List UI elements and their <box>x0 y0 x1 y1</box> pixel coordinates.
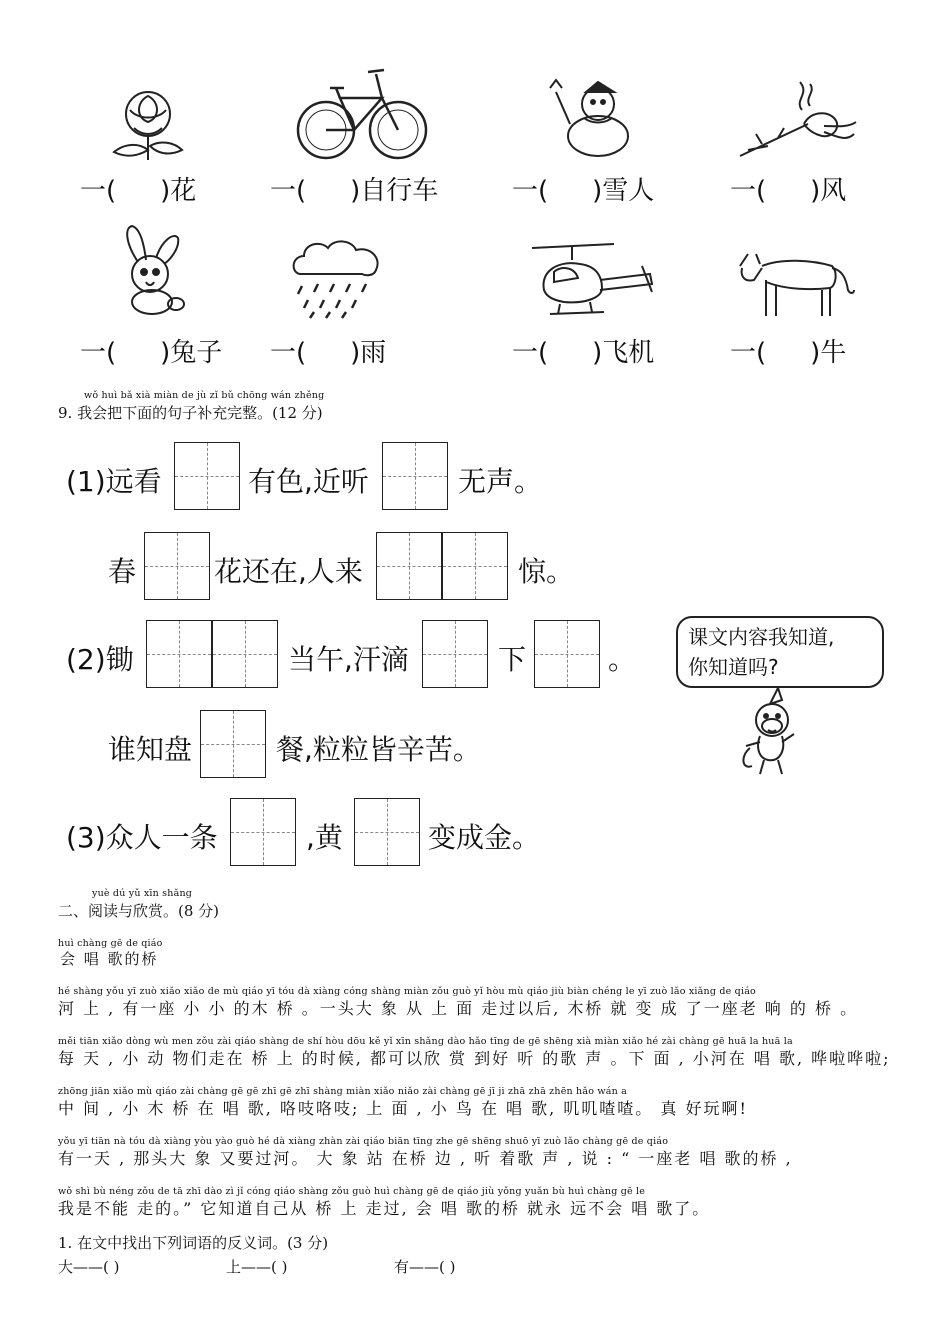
story-title-pinyin: huì chàng gē de qiáo <box>58 938 163 949</box>
item-prefix: 一( <box>512 176 549 206</box>
item-prefix: 一( <box>730 176 767 206</box>
tian-grid-box[interactable] <box>174 442 240 510</box>
measure-item-1 <box>80 170 196 207</box>
q9-line2-b: 花还在,人来 <box>214 555 363 588</box>
para2-text: 每 天 , 小 动 物们走在 桥 上 的时候, 都可以欣 赏 到好 听 的歌 声 。下 面 , 小河在 唱 歌, 哗啦哗啦; <box>58 1049 891 1068</box>
item-prefix: 一( <box>80 176 117 206</box>
item-prefix: 一( <box>730 338 767 368</box>
section2-title: 二、阅读与欣赏。(8 分) <box>58 902 220 920</box>
para5-text: 我是不能 走的。” 它知道自己从 桥 上 走过, 会 唱 歌的桥 就永 远不会 唱 歌了。 <box>58 1199 711 1218</box>
item-suffix: )飞机 <box>592 338 655 368</box>
item-suffix: )雨 <box>350 338 387 368</box>
item-prefix: 一( <box>270 338 307 368</box>
tian-grid-box[interactable] <box>200 710 266 778</box>
rain-cloud-icon <box>290 238 382 320</box>
item-suffix: )自行车 <box>350 176 439 206</box>
tian-grid-box[interactable] <box>534 620 600 688</box>
item-suffix: )雪人 <box>592 176 655 206</box>
q9-line3-b: 当午,汗滴 <box>288 643 409 676</box>
tian-grid-box[interactable] <box>376 532 442 600</box>
tian-grid-box[interactable] <box>442 532 508 600</box>
item-suffix: )牛 <box>810 338 847 368</box>
q9-line1-c: 无声。 <box>458 465 543 498</box>
item-prefix: 一( <box>80 338 117 368</box>
q9-line2-a: 春 <box>108 555 137 588</box>
q9-line5-a: (3)众人一条 <box>66 821 218 854</box>
story-title: 会 唱 歌的桥 <box>60 950 159 968</box>
bubble-line2: 你知道吗? <box>688 655 779 679</box>
item-suffix: )花 <box>160 176 197 206</box>
tian-grid-box[interactable] <box>230 798 296 866</box>
para1-pinyin: hé shàng yǒu yī zuò xiǎo xiǎo de mù qiáo yī tóu dà xiàng cóng shàng miàn zǒu guò yǐ hòu mù qiáo jiù biàn chéng le yī zuò lǎo xiǎng de qiáo <box>58 986 756 997</box>
item-suffix: )风 <box>810 176 847 206</box>
q9-line5-c: 变成金。 <box>428 821 541 854</box>
q9-line1-b: 有色,近听 <box>248 465 369 498</box>
measure-item-3 <box>512 170 654 207</box>
tian-grid-box[interactable] <box>144 532 210 600</box>
measure-item-6 <box>270 332 386 369</box>
bubble-line1: 课文内容我知道, <box>688 625 835 649</box>
flower-icon <box>108 88 186 162</box>
measure-item-7 <box>512 332 654 369</box>
measure-item-5 <box>80 332 222 369</box>
rabbit-icon <box>118 222 188 318</box>
para5-pinyin: wǒ shì bù néng zǒu de tā zhī dào zì jǐ cóng qiáo shàng zǒu guò huì chàng gē de qiáo jiù yǒng yuǎn bù huì chàng gē le <box>58 1186 646 1197</box>
q9-line3-a: (2)锄 <box>66 643 134 676</box>
subq1-title: 1. 在文中找出下列词语的反义词。(3 分) <box>58 1234 329 1252</box>
tian-grid-box[interactable] <box>422 620 488 688</box>
q9-line3-c: 下 <box>498 643 527 676</box>
para4-text: 有一天 , 那头大 象 又要过河。 大 象 站 在桥 边 , 听 着歌 声 , 说 : “ 一座老 唱 歌的桥 , <box>58 1149 793 1168</box>
antonym-item-1[interactable]: 大——( ) <box>58 1258 120 1276</box>
bicycle-icon <box>296 64 428 162</box>
item-prefix: 一( <box>270 176 307 206</box>
q9-line4-b: 餐,粒粒皆辛苦。 <box>276 733 481 766</box>
q9-pinyin: wǒ huì bǎ xià miàn de jù zǐ bǔ chōng wán zhěng <box>84 390 325 401</box>
measure-item-8 <box>730 332 846 369</box>
para3-pinyin: zhōng jiān xiǎo mù qiáo zài chàng gē gē zhī gē zhī shàng miàn xiǎo niǎo zài chàng gē jī ji zhā zhā zhēn hǎo wán a <box>58 1086 627 1097</box>
snowman-icon <box>548 78 638 158</box>
tian-grid-box[interactable] <box>146 620 212 688</box>
item-prefix: 一( <box>512 338 549 368</box>
q9-line3-d: 。 <box>608 643 637 676</box>
wind-icon <box>738 76 858 160</box>
cow-icon <box>736 246 856 322</box>
q9-line5-b: ,黄 <box>306 821 343 854</box>
q9-title: 9. 我会把下面的句子补充完整。(12 分) <box>58 404 323 422</box>
q9-line4-a: 谁知盘 <box>108 733 193 766</box>
tian-grid-box[interactable] <box>354 798 420 866</box>
measure-item-2 <box>270 170 438 207</box>
tian-grid-box[interactable] <box>212 620 278 688</box>
item-suffix: )兔子 <box>160 338 223 368</box>
helicopter-icon <box>530 240 658 322</box>
monkey-icon <box>738 686 802 778</box>
tian-grid-box[interactable] <box>382 442 448 510</box>
q9-line2-c: 惊。 <box>518 555 575 588</box>
measure-item-4 <box>730 170 846 207</box>
para2-pinyin: měi tiān xiǎo dòng wù men zǒu zài qiáo shàng de shí hòu dōu kě yǐ xīn shǎng dào hǎo tīng de gē shēng xià miàn xiǎo hé zài chàng gē huā la huā la <box>58 1036 793 1047</box>
para3-text: 中 间 , 小 木 桥 在 唱 歌, 咯吱咯吱; 上 面 , 小 鸟 在 唱 歌, 叽叽喳喳。 真 好玩啊! <box>58 1099 748 1118</box>
antonym-item-3[interactable]: 有——( ) <box>394 1258 456 1276</box>
q9-line1-a: (1)远看 <box>66 465 162 498</box>
section2-pinyin: yuè dú yǔ xīn shǎng <box>92 888 193 899</box>
speech-bubble <box>676 616 884 688</box>
para4-pinyin: yǒu yī tiān nà tóu dà xiàng yòu yào guò hé dà xiàng zhàn zài qiáo biān tīng zhe gē shēng shuō yī zuò lǎo chàng gē de qiáo <box>58 1136 669 1147</box>
antonym-item-2[interactable]: 上——( ) <box>226 1258 288 1276</box>
para1-text: 河 上 , 有一座 小 小 的木 桥 。一头大 象 从 上 面 走过以后, 木桥 就 变 成 了一座老 响 的 桥 。 <box>58 999 859 1018</box>
